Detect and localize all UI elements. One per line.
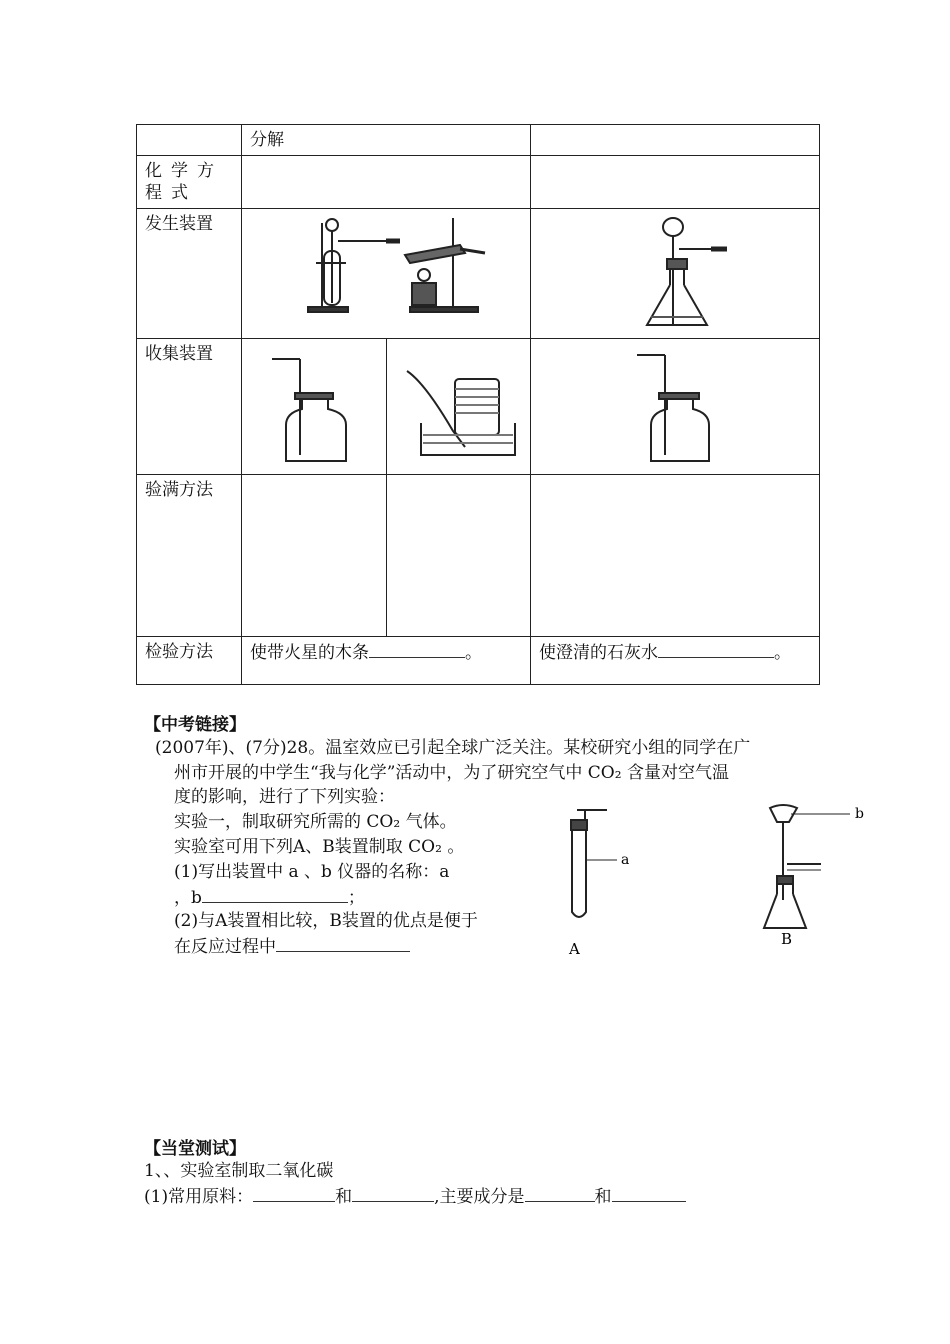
- exam-text-line: 实验室可用下列A、B装置制取 CO₂ 。: [174, 837, 465, 857]
- table-cell-decompose: 分解: [242, 125, 531, 156]
- flask-funnel-illustration: [539, 213, 809, 333]
- answer-blank-component-1[interactable]: [525, 1185, 595, 1202]
- caption-b: B: [781, 930, 793, 948]
- collector-downward-cell: [531, 339, 820, 475]
- label-b: b: [855, 806, 864, 822]
- table-cell-empty: [137, 125, 242, 156]
- generator-images-cell: [242, 209, 531, 339]
- exam-text-line: (2)与A装置相比较，B装置的优点是便于: [174, 911, 478, 931]
- row-label-collector: 收集装置: [137, 339, 242, 475]
- answer-cell-equation-2[interactable]: [531, 156, 820, 209]
- answer-cell-full-check-1[interactable]: [242, 475, 387, 637]
- answer-blank-material-1[interactable]: [253, 1185, 335, 1202]
- row-label-equation: 化学方程式: [137, 156, 242, 209]
- exam-text-line: (1)写出装置中 a 、b 仪器的名称：a: [174, 862, 450, 882]
- table-row-equation: [137, 156, 820, 209]
- table-row-test: [137, 637, 820, 685]
- class-test-heading: 【当堂测试】: [144, 1139, 246, 1159]
- exam-text-line: 度的影响，进行了下列实验：: [174, 787, 395, 807]
- test-cell-co2: 使澄清的石灰水 。: [531, 637, 820, 685]
- caption-a: A: [569, 940, 580, 958]
- answer-blank-b[interactable]: [202, 886, 348, 903]
- answer-blank-component-2[interactable]: [612, 1185, 686, 1202]
- answer-cell-full-check-3[interactable]: [531, 475, 820, 637]
- row-label-generator: 发生装置: [137, 209, 242, 339]
- answer-blank-co2[interactable]: [658, 641, 774, 658]
- row-label-full-check: 验满方法: [137, 475, 242, 637]
- apparatus-ab-figure: [555, 800, 875, 965]
- upward-air-collection-illustration: [250, 343, 380, 463]
- exam-text-line: (2007年)、(7分)28。温室效应已引起全球广泛关注。某校研究小组的同学在广: [155, 738, 751, 758]
- exam-text-line: ，b ；: [174, 888, 365, 908]
- label-a: a: [621, 852, 630, 868]
- table-row-generator: [137, 209, 820, 339]
- table-cell-empty: [531, 125, 820, 156]
- test-cell-oxygen: 使带火星的木条 。: [242, 637, 531, 685]
- lab-comparison-table: [136, 124, 820, 685]
- generator-apparatus-illustration: [250, 213, 500, 323]
- collector-upward-cell: [242, 339, 387, 475]
- row-label-test: 检验方法: [137, 637, 242, 685]
- exam-text-line: 州市开展的中学生“我与化学”活动中，为了研究空气中 CO₂ 含量对空气温: [174, 763, 729, 783]
- collector-water-cell: [387, 339, 531, 475]
- table-row-collector: [137, 339, 820, 475]
- table-row-header: [137, 125, 820, 156]
- test-question-1: 1、、实验室制取二氧化碳: [144, 1161, 334, 1181]
- answer-cell-equation-1[interactable]: [242, 156, 531, 209]
- exam-text-line: 实验一，制取研究所需的 CO₂ 气体。: [174, 812, 457, 832]
- answer-blank-advantage[interactable]: [276, 935, 410, 952]
- exam-link-heading: 【中考链接】: [144, 715, 246, 735]
- answer-cell-full-check-2[interactable]: [387, 475, 531, 637]
- generator-flask-cell: [531, 209, 820, 339]
- exam-text-line: 在反应过程中: [174, 935, 410, 958]
- answer-blank-oxygen[interactable]: [369, 641, 465, 658]
- test-question-1-1: (1)常用原料： 和 ,主要成分是 和: [144, 1185, 686, 1208]
- table-row-full-check: [137, 475, 820, 637]
- answer-blank-material-2[interactable]: [352, 1185, 434, 1202]
- water-displacement-illustration: [395, 343, 525, 463]
- downward-air-collection-illustration: [539, 343, 809, 463]
